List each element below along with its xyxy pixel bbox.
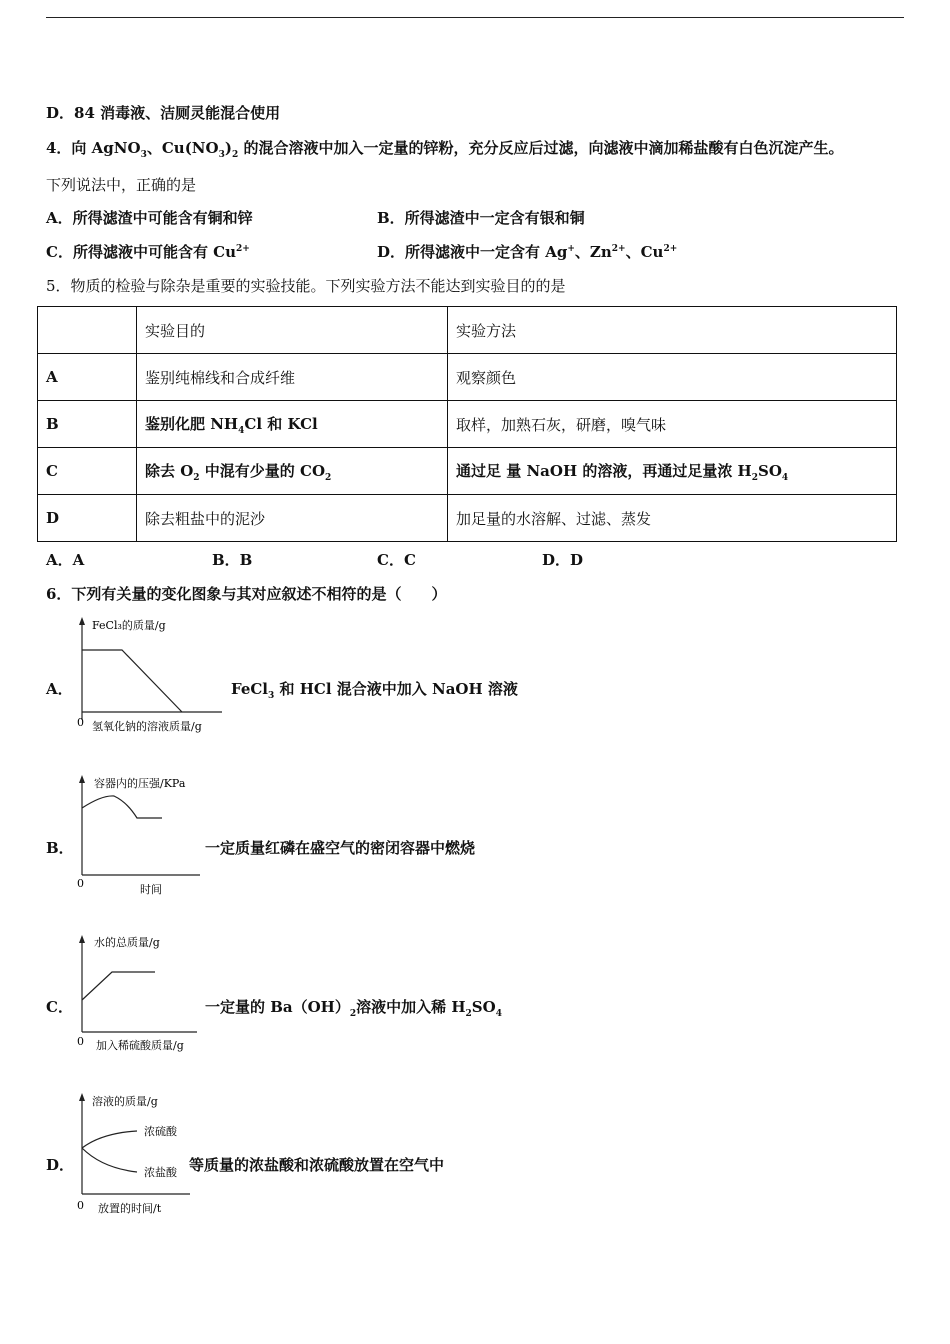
q4-option-d-part: 、Zn xyxy=(574,243,612,261)
q6-option-d-desc-text: 等质量的浓盐酸和浓硫酸放置在空气中 xyxy=(189,1156,445,1174)
row-method: 取样，加熟石灰，研磨，嗅气味 xyxy=(448,401,897,448)
q6-option-c-desc-sub: 4 xyxy=(495,1009,502,1019)
graph-a-curve xyxy=(82,650,182,712)
row-label: B xyxy=(38,401,137,448)
q6-option-a-desc-sub: 3 xyxy=(268,691,275,701)
graph-c-ylabel: 水的总质量/g xyxy=(94,936,160,949)
row-method xyxy=(448,448,897,495)
row-label: D xyxy=(38,495,137,542)
q4-stem-line2-text: 下列说法中，正确的是 xyxy=(46,176,197,194)
q4-option-c-sup: 2+ xyxy=(236,244,250,254)
experiment-table xyxy=(37,306,897,542)
q6-option-b-desc-text: 一定质量红磷在盛空气的密闭容器中燃烧 xyxy=(205,839,476,857)
q4-stem-part: ) xyxy=(224,139,232,157)
q4-option-d-sup: 2+ xyxy=(611,244,626,254)
graph-d-curve1-label: 浓硫酸 xyxy=(144,1125,177,1138)
row-purpose-part: 中混有少量的 CO xyxy=(199,461,326,480)
q3-option-d xyxy=(46,102,280,123)
q4-stem-part: 的混合溶液中加入一定量的锌粉，充分反应后过滤，向滤液中滴加稀盐酸有白色沉淀产生。 xyxy=(238,139,844,157)
graph-b-origin: 0 xyxy=(77,877,84,890)
graph-d xyxy=(72,1088,202,1218)
graph-d-origin: 0 xyxy=(77,1199,84,1212)
table-row xyxy=(38,401,897,448)
q3-option-d-text: D．84 消毒液、洁厕灵能混合使用 xyxy=(46,104,281,122)
graph-d-y-arrow xyxy=(79,1093,85,1101)
q6-option-b-letter: B． xyxy=(46,839,74,857)
q5-answer-d: D．D xyxy=(542,551,584,569)
graph-c-curve xyxy=(82,972,155,1000)
q4-stem-sub: 3 xyxy=(218,150,225,160)
q6-option-a-desc xyxy=(231,678,518,701)
q6-option-d-desc xyxy=(189,1154,444,1175)
row-purpose: 除去粗盐中的泥沙 xyxy=(137,495,448,542)
q6-stem xyxy=(46,583,446,604)
table-header-cell: 实验目的 xyxy=(137,307,448,354)
table-header-row xyxy=(38,307,897,354)
graph-b-y-arrow xyxy=(79,775,85,783)
q4-option-d-part: 、Cu xyxy=(625,243,664,261)
q6-option-d-letter: D． xyxy=(46,1156,75,1174)
graph-a-y-arrow xyxy=(79,617,85,625)
q6-option-c-desc-sub: 2 xyxy=(349,1009,357,1019)
graph-d-curve2-label: 浓盐酸 xyxy=(144,1166,177,1179)
row-label: C xyxy=(38,448,137,495)
row-purpose-part: Cl 和 KCl xyxy=(244,414,318,433)
row-method-sub: 2 xyxy=(751,472,758,483)
graph-a-origin: 0 xyxy=(77,716,84,729)
row-method-part: SO xyxy=(758,461,782,480)
graph-a xyxy=(72,612,232,740)
q4-option-c xyxy=(46,241,250,262)
table-row xyxy=(38,495,897,542)
graph-d-xlabel: 放置的时间/t xyxy=(98,1202,162,1215)
graph-d-curve-sulfuric xyxy=(82,1131,137,1148)
graph-d-ylabel: 溶液的质量/g xyxy=(92,1095,158,1108)
q4-stem-part: 4．向 AgNO xyxy=(46,139,141,157)
graph-b-ylabel: 容器内的压强/KPa xyxy=(94,777,186,790)
q6-option-a-desc-part: FeCl xyxy=(231,680,269,698)
q4-stem-line2 xyxy=(46,174,196,195)
q4-option-d-sup: 2+ xyxy=(663,244,678,254)
graph-c-origin: 0 xyxy=(77,1035,84,1048)
graph-c-y-arrow xyxy=(79,935,85,943)
graph-a-ylabel: FeCl₃的质量/g xyxy=(92,619,166,632)
q4-option-c-text: C．所得滤液中可能含有 Cu xyxy=(46,243,237,261)
q6-option-c-desc xyxy=(205,996,502,1019)
q4-option-b-text: B．所得滤渣中一定含有银和铜 xyxy=(377,209,585,227)
table-header-cell xyxy=(38,307,137,354)
q5-answer-c: C．C xyxy=(377,551,416,569)
q6-option-c-desc-part: SO xyxy=(471,998,496,1016)
q6-option-c-desc-part: 一定量的 Ba（OH） xyxy=(205,998,350,1016)
q6-option-c-desc-sub: 2 xyxy=(465,1009,472,1019)
row-method: 加足量的水溶解、过滤、蒸发 xyxy=(448,495,897,542)
q6-option-c-desc-part: 溶液中加入稀 H xyxy=(356,998,466,1016)
q5-answer-a: A．A xyxy=(46,551,85,569)
graph-d-curve-hydrochloric xyxy=(82,1148,137,1172)
q4-option-a-text: A．所得滤渣中可能含有铜和锌 xyxy=(46,209,253,227)
q4-option-b xyxy=(377,207,585,228)
row-purpose xyxy=(137,448,448,495)
row-method: 观察颜色 xyxy=(448,354,897,401)
q4-option-d xyxy=(377,241,677,262)
row-label: A xyxy=(38,354,137,401)
row-purpose-part: 鉴别化肥 NH xyxy=(145,414,239,433)
q5-stem xyxy=(46,275,566,296)
q4-stem xyxy=(46,137,843,160)
row-purpose-sub: 2 xyxy=(193,472,200,483)
q4-option-a xyxy=(46,207,253,228)
q4-stem-part: 、Cu(NO xyxy=(146,139,219,157)
q5-answer-b: B．B xyxy=(212,551,253,569)
row-purpose-sub: 2 xyxy=(325,472,332,483)
row-purpose-part: 除去 O xyxy=(145,461,194,480)
graph-b xyxy=(72,770,212,898)
q6-option-a-desc-part: 和 HCl 混合液中加入 NaOH 溶液 xyxy=(274,680,518,698)
q4-stem-sub: 2 xyxy=(231,150,239,160)
q4-option-d-part: D．所得滤液中一定含有 Ag xyxy=(377,243,568,261)
graph-a-xlabel: 氢氧化钠的溶液质量/g xyxy=(92,720,202,733)
q6-stem-text: 6．下列有关量的变化图象与其对应叙述不相符的是（ ） xyxy=(46,585,447,603)
row-method-sub: 4 xyxy=(781,472,789,483)
q6-option-a-letter: A． xyxy=(46,680,73,698)
row-method-part: 通过足 量 NaOH 的溶液，再通过足量浓 H xyxy=(456,461,752,480)
graph-c-xlabel: 加入稀硫酸质量/g xyxy=(96,1039,184,1052)
q4-option-d-sup: + xyxy=(567,244,575,254)
graph-b-xlabel: 时间 xyxy=(140,883,162,896)
table-row xyxy=(38,448,897,495)
graph-b-curve xyxy=(82,796,162,818)
row-purpose: 鉴别纯棉线和合成纤维 xyxy=(137,354,448,401)
q5-stem-text: 5．物质的检验与除杂是重要的实验技能。下列实验方法不能达到实验目的的是 xyxy=(46,277,566,295)
graph-c xyxy=(72,930,212,1058)
table-header-cell: 实验方法 xyxy=(448,307,897,354)
table-row xyxy=(38,354,897,401)
q4-stem-sub: 3 xyxy=(140,150,147,160)
row-purpose xyxy=(137,401,448,448)
q6-option-b-desc xyxy=(205,837,475,858)
top-rule xyxy=(46,17,904,18)
row-purpose-sub: 4 xyxy=(238,425,245,436)
q6-option-c-letter: C． xyxy=(46,998,73,1016)
